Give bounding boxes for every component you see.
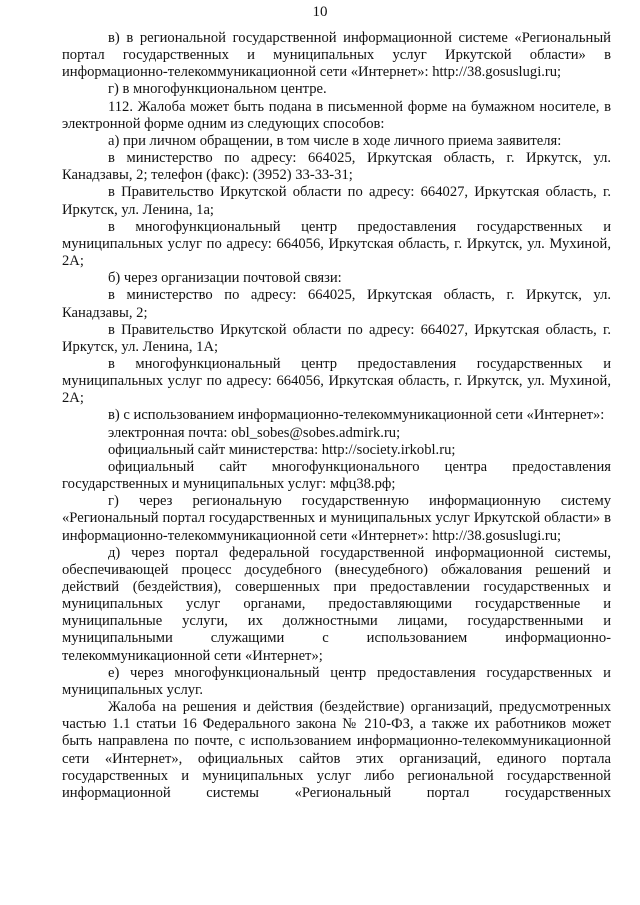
- paragraph: Жалоба на решения и действия (бездействие) организаций, предусмотренных частью 1.1 статьи 16 Федерального закона № 210-ФЗ, а также их работников может быть направлена по почте, с использованием информационно-телекоммуникационной сети «Интернет», официальных сайтов этих организаций, единого портала государственных и муниципальных услуг либо региональной государственной информационной системы «Региональный портал государственных: [62, 699, 611, 801]
- paragraph: официальный сайт министерства: http://society.irkobl.ru;: [108, 441, 456, 458]
- paragraph: в министерство по адресу: 664025, Иркутская область, г. Иркутск, ул. Канадзавы, 2; телефон (факс): (3952) 33-33-31;: [62, 150, 611, 184]
- paragraph: в Правительство Иркутской области по адресу: 664027, Иркутская область, г. Иркутск, ул. Ленина, 1А;: [62, 321, 611, 355]
- paragraph: в Правительство Иркутской области по адресу: 664027, Иркутская область, г. Иркутск, ул. Ленина, 1а;: [62, 184, 611, 218]
- paragraph: в) с использованием информационно-телекоммуникационной сети «Интернет»:: [108, 407, 605, 424]
- paragraph: в министерство по адресу: 664025, Иркутская область, г. Иркутск, ул. Канадзавы, 2;: [62, 287, 611, 321]
- paragraph: г) через региональную государственную информационную систему «Региональный портал государственных и муниципальных услуг Иркутской области» в информационно-телекоммуникационной сети «Интернет»: http://38.gosuslugi.ru;: [62, 493, 611, 544]
- paragraph: в) в региональной государственной информационной системе «Региональный портал государственных и муниципальных услуг Иркутской области» в информационно-телекоммуникационной сети «Интернет»: http://38.gosuslugi.ru;: [62, 30, 611, 81]
- document-body: [62, 30, 611, 802]
- paragraph: в многофункциональный центр предоставления государственных и муниципальных услуг по адресу: 664056, Иркутская область, г. Иркутск, ул. Мухиной, 2А;: [62, 355, 611, 407]
- paragraph: е) через многофункциональный центр предоставления государственных и муниципальных услуг.: [62, 664, 611, 698]
- paragraph: в многофункциональный центр предоставления государственных и муниципальных услуг по адресу: 664056, Иркутская область, г. Иркутск, ул. Мухиной, 2А;: [62, 218, 611, 270]
- paragraph: а) при личном обращении, в том числе в ходе личного приема заявителя:: [108, 132, 562, 149]
- paragraph: б) через организации почтовой связи:: [108, 270, 342, 287]
- paragraph: электронная почта: obl_sobes@sobes.admirk.ru;: [108, 424, 401, 441]
- paragraph: официальный сайт многофункционального центра предоставления государственных и муниципальных услуг: мфц38.рф;: [62, 458, 611, 493]
- paragraph: д) через портал федеральной государственной информационной системы, обеспечивающей процесс досудебного (внесудебного) обжалования решений и действий (бездействия), совершенных при предоставлении государственных и муниципальных услуг органами, предоставляющими государственные и муниципальные услуги, их должностными лицами, государственными и муниципальными служащими с использованием информационно-телекоммуникационной сети «Интернет»;: [62, 544, 611, 664]
- page-number: 10: [312, 4, 328, 20]
- paragraph: 112. Жалоба может быть подана в письменной форме на бумажном носителе, в электронной форме одним из следующих способов:: [62, 98, 611, 132]
- paragraph: г) в многофункциональном центре.: [108, 81, 327, 98]
